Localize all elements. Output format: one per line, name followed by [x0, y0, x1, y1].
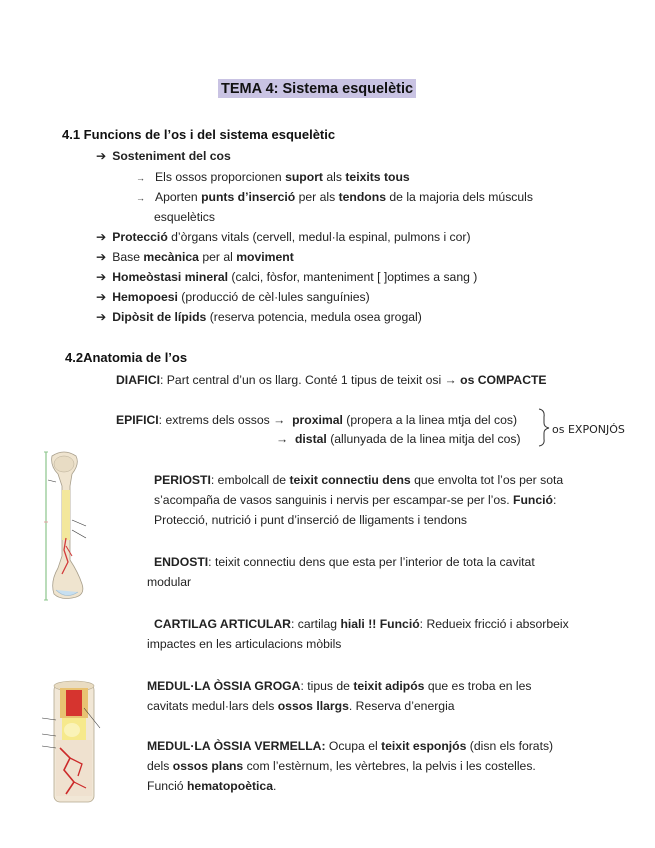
list-item-proteccio: ➔ Protecció d’òrgans vitals (cervell, medul·la espinal, pulmons i cor)	[96, 230, 471, 244]
diafici-line: DIAFICI: Part central d’un os llarg. Conté 1 tipus de teixit osi → os COMPACTE	[116, 373, 547, 387]
list-item-homeostasi: ➔ Homeòstasi mineral (calci, fòsfor, manteniment [ ]optimes a sang )	[96, 270, 478, 284]
list-item-sosteniment: ➔ Sosteniment del cos	[96, 149, 231, 163]
groga-line1: MEDUL·LA ÒSSIA GROGA: tipus de teixit adipós que es troba en les	[147, 679, 532, 693]
exponjos-note: os EXPONJÓS	[552, 423, 625, 436]
section-heading-anatomia: 4.2Anatomia de l’os	[65, 350, 188, 365]
page-title: TEMA 4: Sistema esquelètic	[218, 79, 416, 98]
sub-item-insercio-cont: esquelètics	[154, 210, 215, 224]
list-item-base: ➔ Base mecànica per al moviment	[96, 250, 294, 264]
arrow-icon: ➔	[96, 270, 107, 284]
sub-item-insercio: → Aporten punts d’inserció per als tendons de la majoria dels músculs	[136, 190, 533, 204]
vermella-line2: dels ossos plans com l’estèrnum, les vèrtebres, la pelvis i les costelles.	[147, 759, 536, 773]
small-arrow-icon: →	[136, 193, 145, 203]
periosti-line2: s’acompaña de vasos sanguinis i nervis per escampar-se per l’os. Funció:	[154, 493, 557, 507]
vermella-line3: Funció hematopoètica.	[147, 779, 277, 793]
endosti-line2: modular	[147, 575, 192, 589]
sub-item-suport: → Els ossos proporcionen suport als teixits tous	[136, 170, 410, 184]
periosti-line1: PERIOSTI: embolcall de teixit connectiu dens que envolta tot l’os per sota	[154, 473, 564, 487]
arrow-icon: ➔	[96, 290, 107, 304]
list-item-diposit: ➔ Dipòsit de lípids (reserva potencia, medula osea grogal)	[96, 310, 422, 324]
arrow-icon: ➔	[96, 230, 107, 244]
section-heading-functions: 4.1 Funcions de l’os i del sistema esquelètic	[62, 127, 336, 142]
epifici-distal-line: → distal (allunyada de la linea mitja del cos)	[276, 432, 521, 446]
long-bone-illustration	[42, 450, 98, 602]
groga-line2: cavitats medul·lars dels ossos llargs. Reserva d’energia	[147, 699, 455, 713]
cartilag-line1: CARTILAG ARTICULAR: cartilag hiali !! Funció: Redueix fricció i absorbeix	[154, 617, 569, 631]
curly-bracket	[538, 407, 552, 447]
arrow-icon: ➔	[96, 250, 107, 264]
endosti-line1: ENDOSTI: teixit connectiu dens que esta per l’interior de tota la cavitat	[154, 555, 535, 569]
arrow-icon: ➔	[96, 310, 107, 324]
vermella-line1: MEDUL·LA ÒSSIA VERMELLA: Ocupa el teixit esponjós (disn els forats)	[147, 739, 554, 753]
arrow-icon: ➔	[96, 149, 107, 163]
list-item-hemopoesi: ➔ Hemopoesi (producció de cèl·lules sanguínies)	[96, 290, 370, 304]
bone-marrow-illustration	[40, 678, 102, 808]
small-arrow-icon: →	[136, 173, 145, 183]
cartilag-line2: impactes en les articulacions mòbils	[147, 637, 342, 651]
epifici-line: EPIFICI: extrems dels ossos → proximal (propera a la linea mtja del cos)	[116, 413, 518, 427]
periosti-line3: Protecció, nutrició i punt d’inserció de lligaments i tendons	[154, 513, 467, 527]
